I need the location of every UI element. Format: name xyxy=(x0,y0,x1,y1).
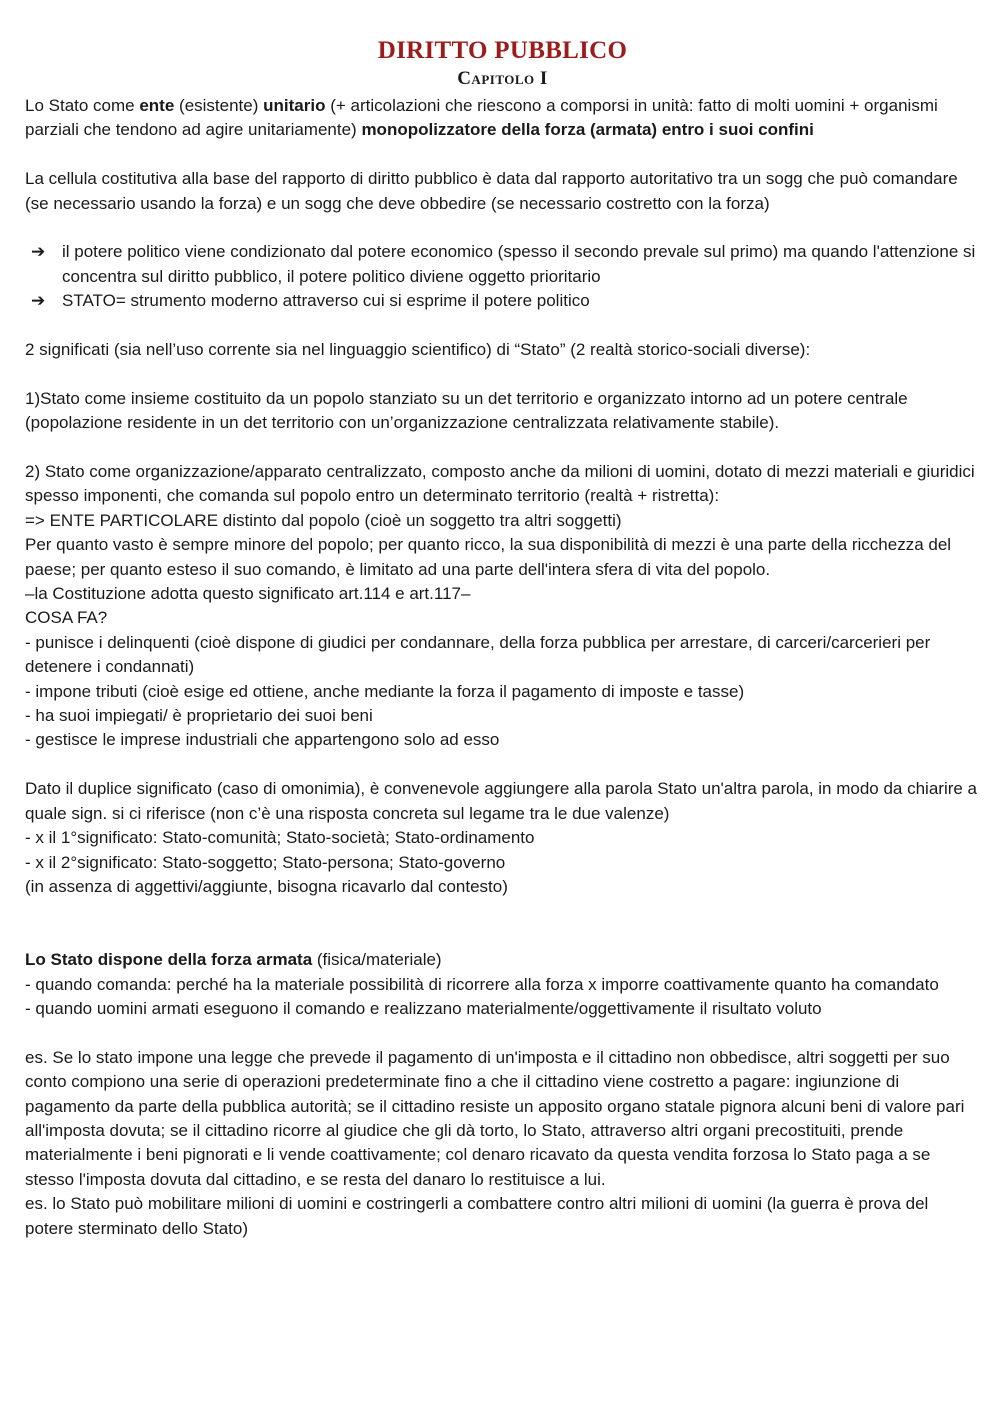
text-run: Lo Stato come xyxy=(25,96,140,115)
list-item-text: il potere politico viene condizionato dal potere economico (spesso il secondo prevale sul primo) ma quando l'attenzione si concentra sul diritto pubblico, il potere politico diviene oggetto prioritario xyxy=(62,242,976,286)
list-item xyxy=(25,240,980,289)
arrow-right-icon: ➔ xyxy=(31,242,46,262)
text-line: 2) Stato come organizzazione/apparato centralizzato, composto anche da milioni di uomini, dotato di mezzi materiali e giuridici spesso imponenti, che comanda sul popolo entro un determinato territorio (realtà + ristretta): xyxy=(25,462,975,506)
text-line: - quando uomini armati eseguono il comando e realizzano materialmente/oggettivamente il risultato voluto xyxy=(25,998,822,1018)
text-line xyxy=(25,948,980,972)
paragraph-esempi xyxy=(25,1046,980,1241)
text-line: Per quanto vasto è sempre minore del popolo; per quanto ricco, la sua disponibilità di mezzi è una parte della ricchezza del paese; per quanto esteso il suo comando, è limitato ad una parte dell'intera sfera di vita del popolo. xyxy=(25,535,952,579)
text-line: - punisce i delinquenti (cioè dispone di giudici per condannare, della forza pubblica per arrestare, di carceri/carcerieri per detenere i condannati) xyxy=(25,632,931,677)
arrow-list xyxy=(25,240,980,313)
text-line: (in assenza di aggettivi/aggiunte, bisogna ricavarlo dal contesto) xyxy=(25,876,508,896)
text-run: (esistente) xyxy=(174,96,264,115)
document-title: DIRITTO PUBBLICO xyxy=(377,37,628,64)
paragraph-definition xyxy=(25,94,980,143)
text-line: –la Costituzione adotta questo significato art.114 e art.117– xyxy=(25,584,471,604)
text-line: - x il 2°significato: Stato-soggetto; Stato-persona; Stato-governo xyxy=(25,852,506,872)
paragraph-omonimia xyxy=(25,777,980,899)
text-line: => ENTE PARTICOLARE distinto dal popolo (cioè un soggetto tra altri soggetti) xyxy=(25,510,622,530)
list-item-text: STATO= strumento moderno attraverso cui si esprime il potere politico xyxy=(62,291,590,311)
chapter-heading: Capitolo I xyxy=(457,68,548,89)
text-line: - gestisce le imprese industriali che appartengono solo ad esso xyxy=(25,730,500,750)
document-page xyxy=(25,36,980,1241)
bold-text: monopolizzatore della forza (armata) entro i suoi confini xyxy=(361,120,814,140)
text-run: (+ articolazioni che riescono a comporsi in unità: fatto di molti uomini + organismi parziali che tendono ad agire unitariamente) xyxy=(25,96,938,140)
text-line: - impone tributi (cioè esige ed ottiene, anche mediante la forza il pagamento di imposte e tasse) xyxy=(25,681,745,701)
bold-text: unitario xyxy=(263,96,326,115)
text-line: es. lo Stato può mobilitare milioni di uomini e costringerli a combattere contro altri milioni di uomini (la guerra è prova del potere sterminato dello Stato) xyxy=(25,1194,929,1238)
text-line: - x il 1°significato: Stato-comunità; Stato-società; Stato-ordinamento xyxy=(25,828,535,848)
text-line: Dato il duplice significato (caso di omonimia), è convenevole aggiungere alla parola Stato un'altra parola, in modo da chiarire a quale sign. si ci riferisce (non c’è una risposta concreta sul legame tra le due valenze) xyxy=(25,779,978,823)
text-line: es. Se lo stato impone una legge che prevede il pagamento di un'imposta e il cittadino non obbedisce, altri soggetti per suo conto compiono una serie di operazioni predeterminate fino a che il cittadino viene costretto a pagare: ingiunzione di pagamento da parte della pubblica autorità; se il cittadino resiste un apposito organo statale pignora alcuni beni di valore pari all'imposta dovuta; se il cittadino ricorre al giudice che gli dà torto, lo Stato, attraverso altri organi precostituiti, prende materialmente i beni pignorati e li vende coattivamente; col denaro ricavato da questa vendita forzosa lo Stato paga a se stesso l'imposta dovuta dal cittadino, e se resta del danaro lo restituisce a lui. xyxy=(25,1047,965,1189)
bold-text: ente xyxy=(139,96,175,115)
bold-text: Lo Stato dispone della forza armata xyxy=(25,950,313,970)
text-run: (fisica/materiale) xyxy=(312,950,442,970)
paragraph-significati: 2 significati (sia nell’uso corrente sia nel linguaggio scientifico) di “Stato” (2 realtà storico-sociali diverse): xyxy=(25,340,811,360)
arrow-right-icon: ➔ xyxy=(31,291,46,311)
text-line: COSA FA? xyxy=(25,608,108,628)
text-line: - ha suoi impiegati/ è proprietario dei suoi beni xyxy=(25,706,373,726)
paragraph-significato-2 xyxy=(25,460,980,753)
paragraph-significato-1: 1)Stato come insieme costituito da un popolo stanziato su un det territorio e organizzato intorno ad un potere centrale (popolazione residente in un det territorio con un’organizzazione centralizzata relativamente stabile). xyxy=(25,388,908,433)
paragraph-forza-armata xyxy=(25,948,980,1021)
paragraph-cellula: La cellula costitutiva alla base del rapporto di diritto pubblico è data dal rapporto autoritativo tra un sogg che può comandare (se necessario usando la forza) e un sogg che deve obbedire (se necessario costretto con la forza) xyxy=(25,169,958,213)
text-line: - quando comanda: perché ha la materiale possibilità di ricorrere alla forza x imporre coattivamente quanto ha comandato xyxy=(25,974,939,994)
list-item xyxy=(25,289,980,313)
